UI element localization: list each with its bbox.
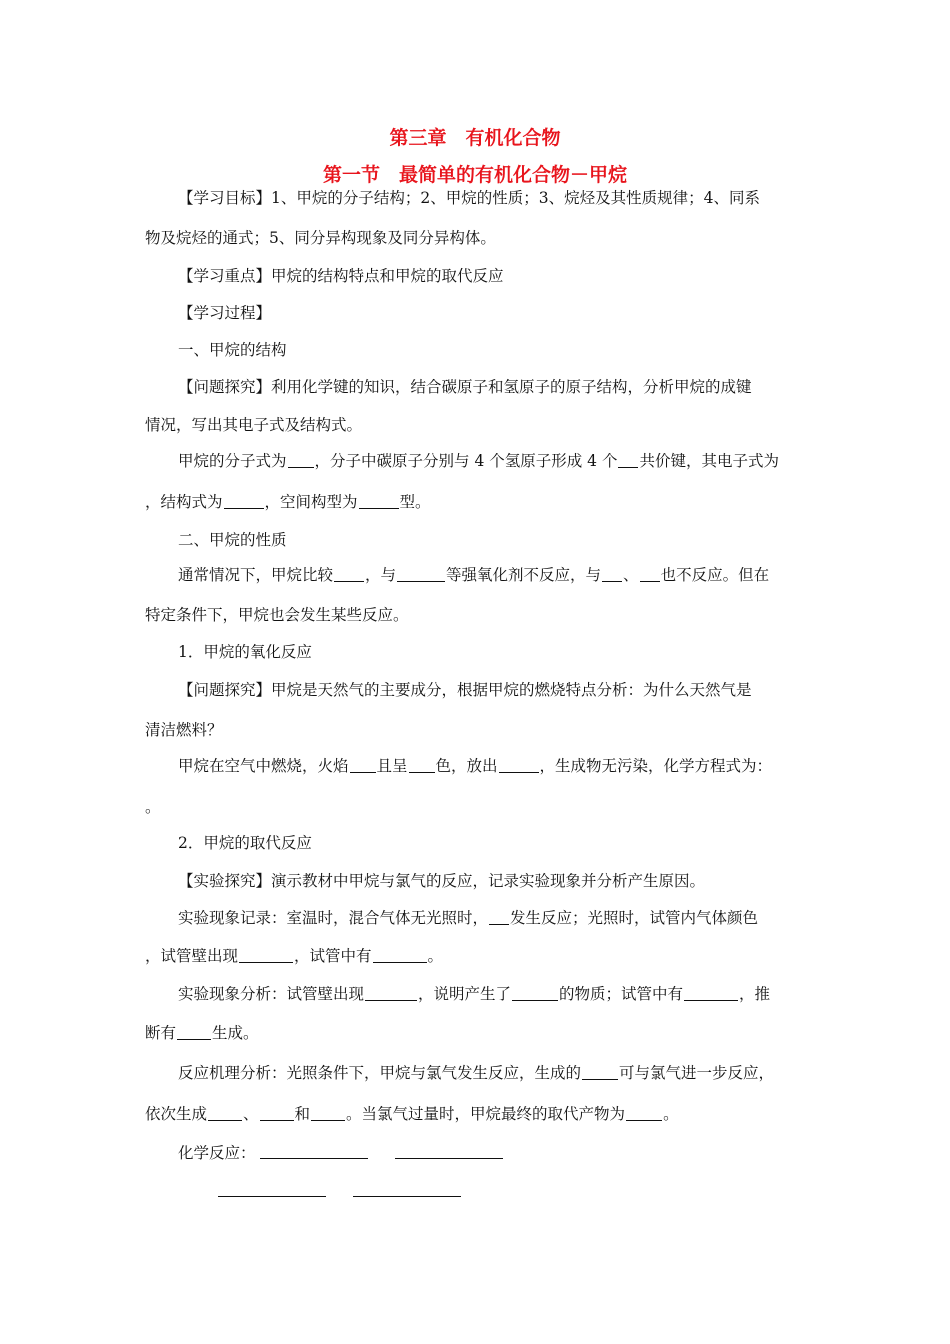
part1-heading: 一、甲烷的结构 [178, 341, 287, 359]
chapter-title: 第三章 有机化合物 [389, 127, 561, 149]
part1-fill-line-1 [178, 451, 779, 471]
goals-line-1: 【学习目标】1、甲烷的分子结构；2、甲烷的性质；3、烷烃及其性质规律；4、同系 [178, 189, 760, 207]
text: 可与氯气进一步反应， [619, 1064, 775, 1082]
fill-blank[interactable] [626, 1105, 662, 1121]
text: ，与 [365, 566, 397, 584]
text: 且呈 [376, 757, 408, 775]
text: ，试管壁出现 [145, 947, 239, 965]
oxidation-heading: 1．甲烷的氧化反应 [178, 643, 312, 661]
section-title: 第一节 最简单的有机化合物－甲烷 [322, 164, 627, 186]
text: ，生成物无污染，化学方程式为： [539, 757, 773, 775]
oxidation-end: 。 [145, 798, 161, 816]
text: 依次生成 [145, 1105, 208, 1123]
oxidation-inquiry-line-2: 清洁燃料？ [145, 721, 223, 739]
goals-line-2: 物及烷烃的通式；5、同分异构现象及同分异构体。 [145, 229, 496, 247]
fill-blank[interactable] [208, 1105, 242, 1121]
fill-blank[interactable] [288, 452, 314, 468]
fill-blank[interactable] [350, 757, 376, 773]
fill-blank[interactable] [359, 493, 399, 509]
fill-blank[interactable] [409, 757, 435, 773]
text: 的物质；试管中有 [559, 985, 684, 1003]
text: ，说明产生了 [418, 985, 512, 1003]
equation-line-4[interactable] [353, 1196, 461, 1197]
text: 甲烷在空气中燃烧，火焰 [178, 757, 349, 775]
part1-inquiry-line-1: 【问题探究】利用化学键的知识，结合碳原子和氢原子的原子结构，分析甲烷的成键 [178, 378, 752, 396]
fill-blank[interactable] [373, 947, 427, 963]
text: 也不反应。但在 [660, 566, 770, 584]
fill-blank[interactable] [334, 566, 364, 582]
text: 。当氯气过量时，甲烷最终的取代产物为 [346, 1105, 626, 1123]
equation-line-1[interactable] [260, 1158, 368, 1159]
part2-heading: 二、甲烷的性质 [178, 531, 287, 549]
fill-blank[interactable] [177, 1024, 211, 1040]
process-heading: 【学习过程】 [178, 304, 272, 322]
mechanism-line-1 [178, 1063, 774, 1083]
fill-blank[interactable] [224, 493, 264, 509]
part2-para-line-1 [178, 565, 769, 585]
text: 断有 [145, 1024, 177, 1042]
text: 实验现象记录：室温时，混合气体无光照时， [178, 909, 489, 927]
fill-blank[interactable] [239, 947, 293, 963]
text: 、 [243, 1105, 259, 1123]
text: 实验现象分析：试管壁出现 [178, 985, 365, 1003]
analysis-line-1 [178, 984, 770, 1004]
record-line-1 [178, 908, 758, 928]
text: 型。 [399, 493, 431, 511]
text: 生成。 [212, 1024, 259, 1042]
text: 和 [294, 1105, 311, 1123]
text: 、 [623, 566, 639, 584]
text: 等强氧化剂不反应，与 [446, 566, 602, 584]
oxidation-fill-line [178, 756, 772, 776]
analysis-line-2 [145, 1023, 259, 1043]
fill-blank[interactable] [640, 566, 660, 582]
text: ，空间构型为 [264, 493, 358, 511]
text: 反应机理分析：光照条件下，甲烷与氯气发生反应，生成的 [178, 1064, 582, 1082]
oxidation-inquiry-line-1: 【问题探究】甲烷是天然气的主要成分，根据甲烷的燃烧特点分析：为什么天然气是 [178, 681, 752, 699]
fill-blank[interactable] [618, 452, 638, 468]
part1-fill-line-2 [145, 492, 431, 512]
fill-blank[interactable] [684, 985, 738, 1001]
fill-blank[interactable] [582, 1064, 618, 1080]
experiment-inquiry: 【实验探究】演示教材中甲烷与氯气的反应，记录实验现象并分析产生原因。 [178, 872, 706, 890]
text: 共价键，其电子式为 [639, 452, 779, 470]
fill-blank[interactable] [365, 985, 417, 1001]
fill-blank[interactable] [499, 757, 539, 773]
part2-para-line-2: 特定条件下，甲烷也会发生某些反应。 [145, 606, 409, 624]
text: 。 [663, 1105, 679, 1123]
fill-blank[interactable] [397, 566, 445, 582]
fill-blank[interactable] [311, 1105, 345, 1121]
text: 通常情况下，甲烷比较 [178, 566, 334, 584]
text: 甲烷的分子式为 [178, 452, 287, 470]
reaction-label: 化学反应： [178, 1144, 256, 1162]
equation-line-2[interactable] [395, 1158, 503, 1159]
text: 色，放出 [435, 757, 498, 775]
fill-blank[interactable] [260, 1105, 294, 1121]
text: 发生反应；光照时，试管内气体颜色 [510, 909, 759, 927]
text: ，分子中碳原子分别与 4 个氢原子形成 4 个 [314, 452, 618, 470]
fill-blank[interactable] [512, 985, 558, 1001]
focus-line: 【学习重点】甲烷的结构特点和甲烷的取代反应 [178, 267, 504, 285]
fill-blank[interactable] [489, 909, 509, 925]
substitution-heading: 2．甲烷的取代反应 [178, 834, 312, 852]
part1-inquiry-line-2: 情况，写出其电子式及结构式。 [145, 416, 363, 434]
record-line-2 [145, 946, 443, 966]
text: ，推 [739, 985, 771, 1003]
text: 。 [427, 947, 444, 965]
mechanism-line-2 [145, 1104, 679, 1124]
text: ，试管中有 [294, 947, 372, 965]
equation-line-3[interactable] [218, 1196, 326, 1197]
text: ，结构式为 [145, 493, 223, 511]
fill-blank[interactable] [602, 566, 622, 582]
